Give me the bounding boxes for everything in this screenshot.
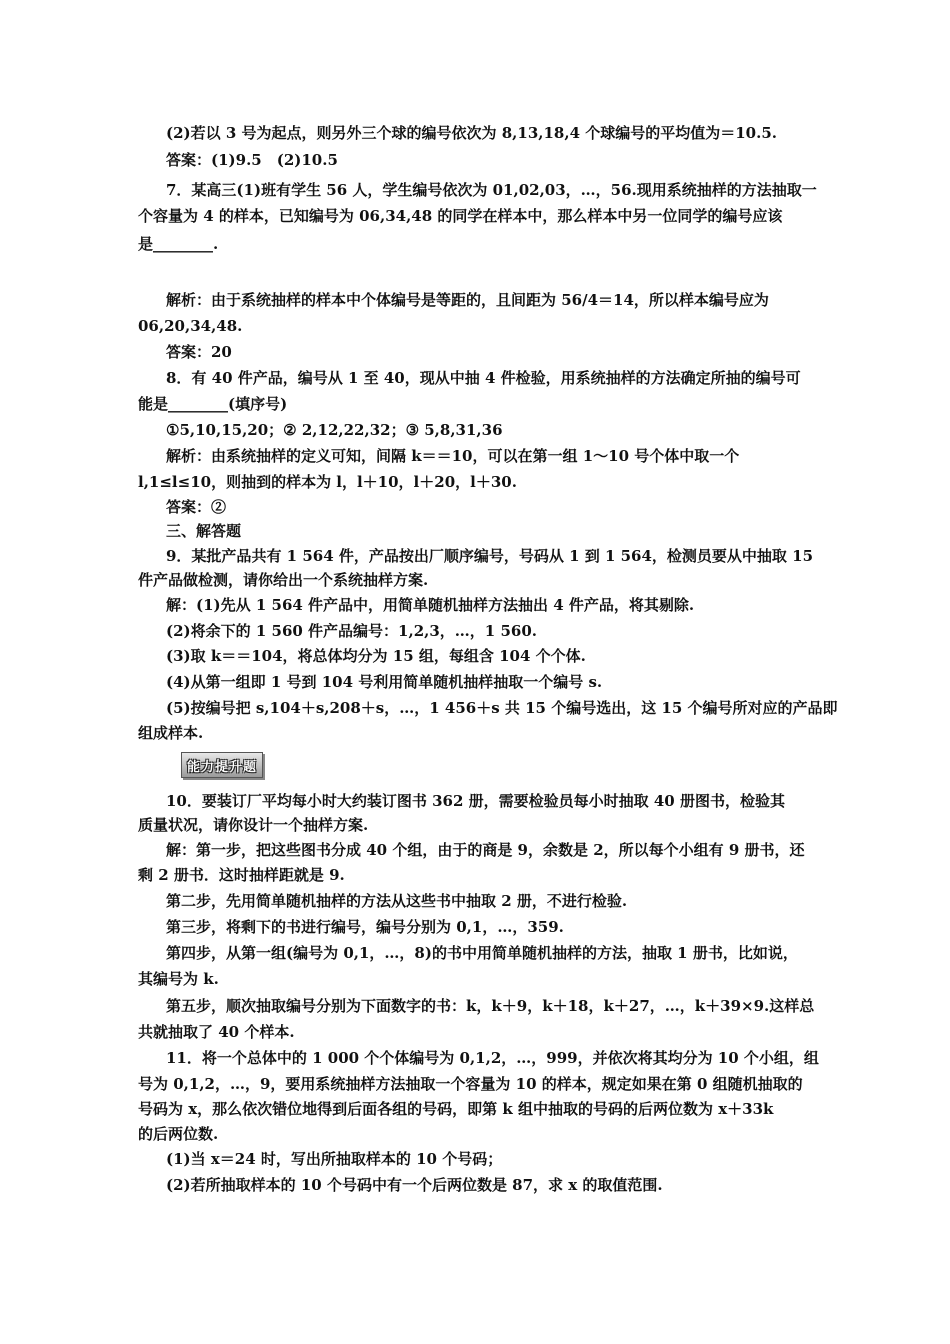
text-line: (1)当 x＝24 时，写出所抽取样本的 10 个号码； [166, 1150, 503, 1168]
text-line: 剩 2 册书．这时抽样距就是 9. [138, 866, 345, 884]
text-line: 11．将一个总体中的 1 000 个个体编号为 0,1,2，…，999，并依次将其均分为 10 个小组，组 [166, 1049, 819, 1067]
text-line: (2)若所抽取样本的 10 个号码中有一个后两位数是 87，求 x 的取值范围. [166, 1176, 663, 1194]
text-line: 第三步，将剩下的书进行编号，编号分别为 0,1，…，359. [166, 918, 564, 936]
text-line: 能是________(填序号) [138, 395, 288, 413]
text-line: (2)将余下的 1 560 件产品编号：1,2,3，…，1 560. [166, 622, 537, 640]
text-line: 是________. [138, 235, 219, 253]
text-line: 解：(1)先从 1 564 件产品中，用简单随机抽样方法抽出 4 件产品，将其剔除. [166, 596, 695, 614]
text-line: 件产品做检测，请你给出一个系统抽样方案. [138, 571, 429, 589]
text-line: 号为 0,1,2，…，9，要用系统抽样方法抽取一个容量为 10 的样本，规定如果在第 0 组随机抽取的 [138, 1075, 803, 1093]
text-line: 质量状况，请你设计一个抽样方案. [138, 816, 369, 834]
text-line: 9．某批产品共有 1 564 件，产品按出厂顺序编号，号码从 1 到 1 564，检测员要从中抽取 15 [166, 547, 814, 565]
text-line: 共就抽取了 40 个样本. [138, 1023, 295, 1041]
text-line: 解析：由于系统抽样的样本中个体编号是等距的，且间距为 56/4＝14，所以样本编号应为 [166, 291, 769, 309]
text-line: 第二步，先用简单随机抽样的方法从这些书中抽取 2 册，不进行检验. [166, 892, 628, 910]
text-line: 答案：20 [166, 343, 232, 361]
text-line: (5)按编号把 s,104＋s,208＋s，…，1 456＋s 共 15 个编号选出，这 15 个编号所对应的产品即 [166, 699, 838, 717]
text-line: 组成样本. [138, 724, 204, 742]
text-line: 10．要装订厂平均每小时大约装订图书 362 册，需要检验员每小时抽取 40 册图书，检验其 [166, 792, 785, 810]
text-line: 8．有 40 件产品，编号从 1 至 40，现从中抽 4 件检验，用系统抽样的方法确定所抽的编号可 [166, 369, 801, 387]
text-line: 答案：② [166, 498, 227, 516]
text-line: 解析：由系统抽样的定义可知，间隔 k＝＝10，可以在第一组 1～10 号个体中取一个 [166, 447, 740, 465]
text-line: 第四步，从第一组(编号为 0,1，…，8)的书中用简单随机抽样的方法，抽取 1 册书，比如说， [166, 944, 798, 962]
text-line: ①5,10,15,20；② 2,12,22,32；③ 5,8,31,36 [166, 421, 503, 439]
text-line: (2)若以 3 号为起点，则另外三个球的编号依次为 8,13,18,4 个球编号的平均值为＝10.5. [166, 124, 778, 142]
text-line: 第五步，顺次抽取编号分别为下面数字的书：k，k＋9，k＋18，k＋27，…，k＋39×9.这样总 [166, 997, 815, 1015]
text-line: (3)取 k＝＝104，将总体均分为 15 组，每组含 104 个个体. [166, 647, 586, 665]
text-line: 号码为 x，那么依次错位地得到后面各组的号码，即第 k 组中抽取的号码的后两位数为 x＋33k [138, 1100, 774, 1118]
text-line: 的后两位数. [138, 1125, 219, 1143]
text-line: 解：第一步，把这些图书分成 40 个组，由于的商是 9，余数是 2，所以每个小组有 9 册书，还 [166, 841, 805, 859]
ability-badge [181, 752, 263, 778]
text-line: l,1≤l≤10，则抽到的样本为 l，l＋10，l＋20，l＋30. [138, 473, 517, 491]
ability-badge-label: 能力提升题 [186, 759, 257, 775]
text-line: 7．某高三(1)班有学生 56 人，学生编号依次为 01,02,03，…，56.现用系统抽样的方法抽取一 [166, 181, 817, 199]
text-line: 其编号为 k. [138, 970, 219, 988]
text-line: (4)从第一组即 1 号到 104 号利用简单随机抽样抽取一个编号 s. [166, 673, 603, 691]
section-heading: 三、解答题 [166, 522, 242, 540]
text-line: 个容量为 4 的样本，已知编号为 06,34,48 的同学在样本中，那么样本中另一位同学的编号应该 [138, 207, 783, 225]
text-line: 06,20,34,48. [138, 317, 243, 335]
text-line: 答案：(1)9.5 (2)10.5 [166, 151, 338, 169]
